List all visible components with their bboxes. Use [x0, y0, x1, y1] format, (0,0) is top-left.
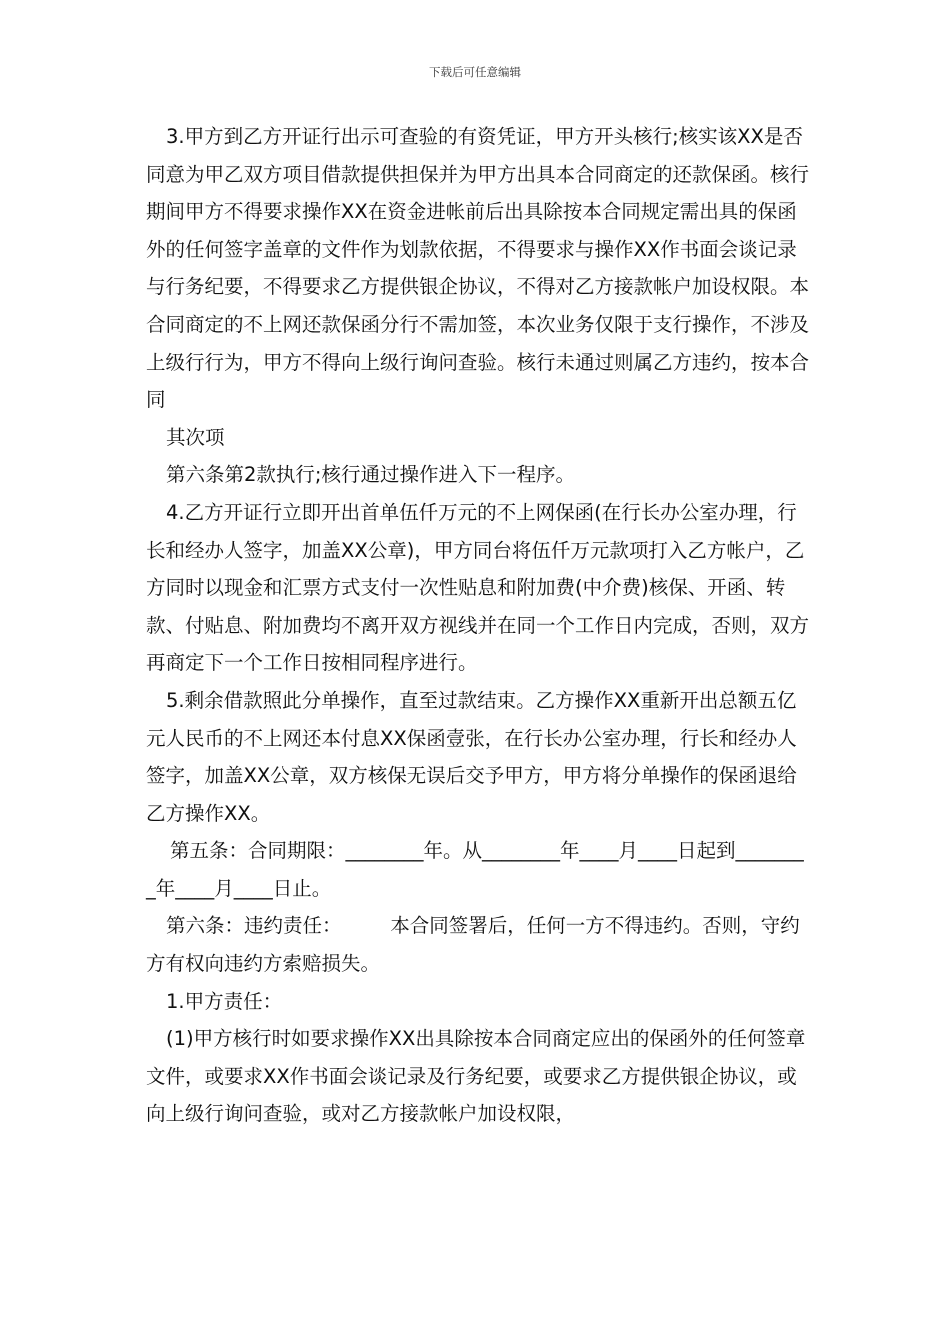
paragraph-clause-4: 4.乙方开证行立即开出首单伍仟万元的不上网保函(在行长办公室办理，行长和经办人签字，加盖XX公章)，甲方同台将伍仟万元款项打入乙方帐户，乙方同时以现金和汇票方式支付一次性贴息和附加费(中介费)核保、开函、转款、付贴息、附加费均不离开双方视线并在同一个工作日内完成，否则，双方再商定下一个工作日按相同程序进行。	[146, 500, 810, 675]
header-note: 下载后可任意编辑	[429, 65, 521, 79]
document-body	[146, 118, 810, 1133]
paragraph-article-6-liability: 第六条：违约责任： 本合同签署后，任何一方不得违约。否则，守约方有权向违约方索赔损失。	[146, 914, 800, 976]
paragraph-clause-5: 5.剩余借款照此分单操作，直至过款结束。乙方操作XX重新开出总额五亿元人民币的不上网还本付息XX保函壹张，在行长办公室办理，行长和经办人签字，加盖XX公章，双方核保无误后交予甲方，甲方将分单操作的保函退给乙方操作XX。	[146, 688, 797, 825]
paragraph-article-6-ref: 第六条第2款执行;核行通过操作进入下一程序。	[166, 463, 575, 487]
paragraph-clause-3: 3.甲方到乙方开证行出示可查验的有资凭证，甲方开头核行;核实该XX是否同意为甲乙双方项目借款提供担保并为甲方出具本合同商定的还款保函。核行期间甲方不得要求操作XX在资金进帐前后出具除按本合同规定需出具的保函外的任何签字盖章的文件作为划款依据，不得要求与操作XX作书面会谈记录与行务纪要，不得要求乙方提供银企协议，不得对乙方接款帐户加设权限。本合同商定的不上网还款保函分行不需加签，本次业务仅限于支行操作，不涉及上级行行为，甲方不得向上级行询问查验。核行未通过则属乙方违约，按本合同	[146, 125, 810, 412]
paragraph-article-5-term: 第五条：合同期限：________年。从________年____月____日起到________年____月____日止。	[146, 839, 804, 900]
paragraph-second-item: 其次项	[166, 425, 225, 449]
paragraph-party-a-liability: 1.甲方责任：	[166, 989, 283, 1013]
paragraph-liability-item-1: (1)甲方核行时如要求操作XX出具除按本合同商定应出的保函外的任何签章文件，或要求XX作书面会谈记录及行务纪要，或要求乙方提供银企协议，或向上级行询问查验，或对乙方接款帐户加设权限，	[146, 1027, 806, 1126]
